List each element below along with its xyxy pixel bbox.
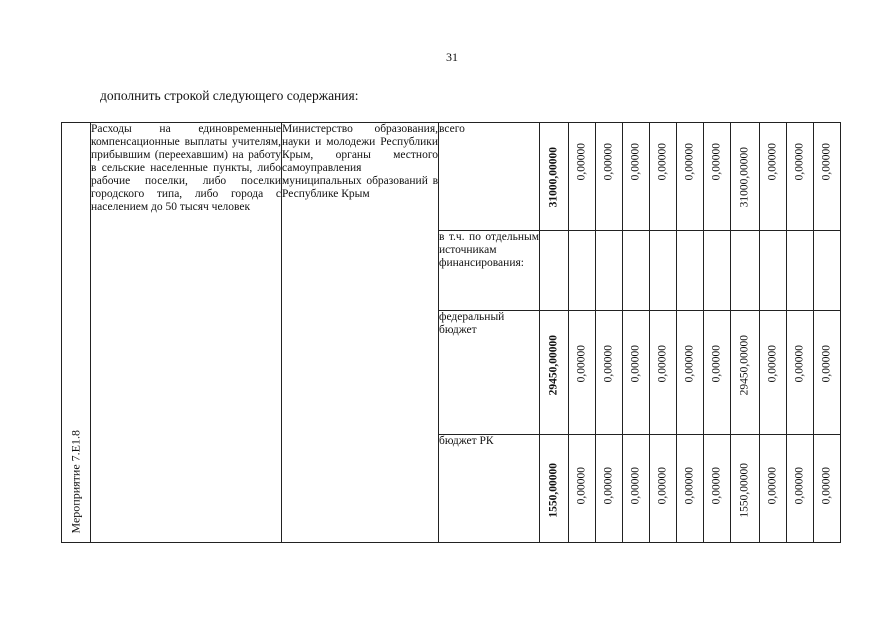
value-cell: [760, 231, 787, 311]
value-cell: [677, 311, 704, 435]
value-cell: [540, 435, 569, 543]
table-row-total: [62, 123, 841, 231]
value-cell: [704, 435, 731, 543]
value-cell: [540, 231, 569, 311]
value-text: 0,00000: [575, 345, 588, 383]
value-cell: [569, 435, 596, 543]
value-cell: [814, 231, 841, 311]
value-cell: [814, 435, 841, 543]
value-cell: [731, 231, 760, 311]
value-cell: [731, 311, 760, 435]
value-cell: [704, 123, 731, 231]
value-cell: [731, 435, 760, 543]
value-text: 0,00000: [710, 345, 723, 383]
value-cell: [650, 435, 677, 543]
value-text: 0,00000: [766, 467, 779, 505]
value-text: 31000,00000: [547, 147, 560, 208]
value-text: 0,00000: [710, 467, 723, 505]
value-text: 0,00000: [629, 467, 642, 505]
value-text: 0,00000: [766, 345, 779, 383]
value-text: 31000,00000: [738, 147, 751, 208]
value-text: 0,00000: [793, 467, 806, 505]
value-cell: [623, 123, 650, 231]
value-text: 0,00000: [793, 345, 806, 383]
measure-label: Мероприятие 7.Е1.8: [68, 430, 83, 534]
value-text: 29450,00000: [738, 335, 751, 396]
value-cell: [677, 123, 704, 231]
budget-table: [61, 122, 841, 543]
value-text: 0,00000: [656, 143, 669, 181]
value-cell: [623, 311, 650, 435]
value-text: 0,00000: [629, 143, 642, 181]
value-text: 0,00000: [575, 143, 588, 181]
value-text: 1550,00000: [547, 463, 560, 518]
value-cell: [760, 435, 787, 543]
value-cell: [569, 123, 596, 231]
value-cell: [596, 435, 623, 543]
value-cell: [596, 311, 623, 435]
intro-text: дополнить строкой следующего содержания:: [100, 88, 359, 103]
value-cell: [650, 311, 677, 435]
value-cell: [677, 435, 704, 543]
value-cell: [569, 311, 596, 435]
value-text: 0,00000: [793, 143, 806, 181]
value-text: 0,00000: [629, 345, 642, 383]
value-cell: [540, 123, 569, 231]
value-text: 0,00000: [820, 143, 833, 181]
value-text: 0,00000: [710, 143, 723, 181]
value-cell: [760, 311, 787, 435]
value-cell: [787, 435, 814, 543]
value-text: 0,00000: [602, 467, 615, 505]
value-cell: [814, 123, 841, 231]
value-text: 0,00000: [683, 345, 696, 383]
source-cell: всего: [439, 123, 540, 231]
value-cell: [623, 435, 650, 543]
value-text: 0,00000: [656, 345, 669, 383]
value-cell: [623, 231, 650, 311]
executor-cell: Министерство образования, науки и молодежи Республики Крым, органы местного самоуправления муниципальных образований в Республике Крым: [282, 123, 439, 543]
value-cell: [650, 123, 677, 231]
value-text: 0,00000: [683, 467, 696, 505]
value-text: 0,00000: [766, 143, 779, 181]
source-cell: бюджет РК: [439, 435, 540, 543]
page-number: 31: [446, 50, 458, 64]
value-cell: [787, 231, 814, 311]
value-cell: [760, 123, 787, 231]
value-cell: [704, 311, 731, 435]
value-text: 1550,00000: [738, 463, 751, 518]
value-text: 0,00000: [820, 467, 833, 505]
value-text: 0,00000: [602, 345, 615, 383]
source-cell: в т.ч. по отдельным источникам финансирования:: [439, 231, 540, 311]
source-cell: федеральный бюджет: [439, 311, 540, 435]
value-cell: [787, 311, 814, 435]
value-text: 0,00000: [656, 467, 669, 505]
value-cell: [569, 231, 596, 311]
value-cell: [596, 231, 623, 311]
value-cell: [677, 231, 704, 311]
value-cell: [731, 123, 760, 231]
description-cell: Расходы на единовременные компенсационные выплаты учителям, прибывшим (переехавшим) на работу в сельские населенные пункты, либо рабочие поселки, либо поселки городского типа, либо города с населением до 50 тысяч человек: [91, 123, 282, 543]
value-cell: [596, 123, 623, 231]
value-text: 0,00000: [820, 345, 833, 383]
measure-cell: [62, 123, 91, 543]
value-cell: [650, 231, 677, 311]
value-text: 0,00000: [683, 143, 696, 181]
value-cell: [814, 311, 841, 435]
value-cell: [540, 311, 569, 435]
value-text: 0,00000: [602, 143, 615, 181]
value-text: 29450,00000: [547, 335, 560, 396]
value-text: 0,00000: [575, 467, 588, 505]
value-cell: [704, 231, 731, 311]
value-cell: [787, 123, 814, 231]
